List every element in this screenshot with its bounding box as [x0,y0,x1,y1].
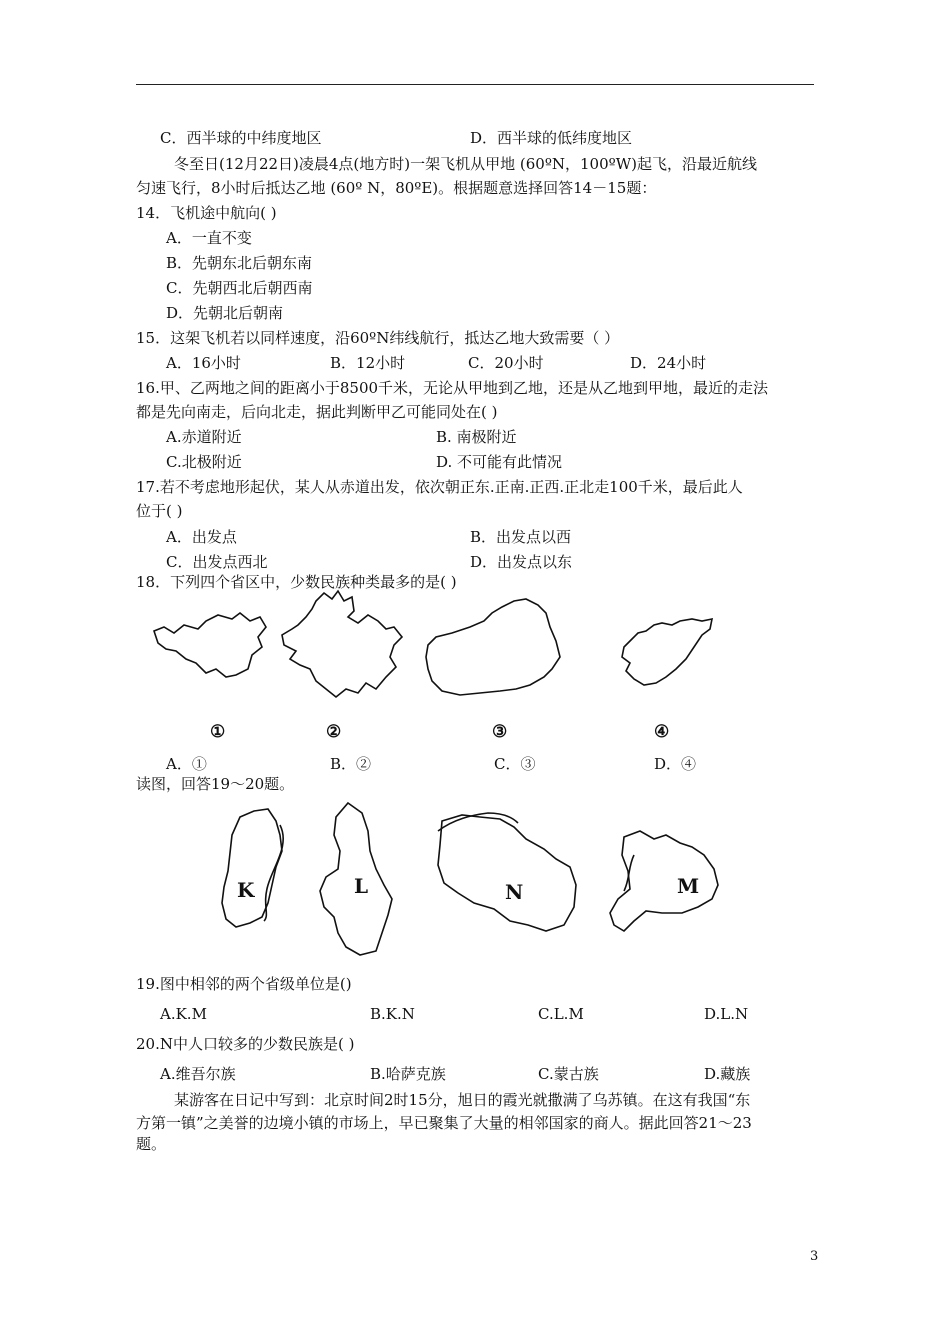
q17-stem-line2: 位于( ) [136,502,183,520]
q16-option-a: A.赤道附近 [166,428,242,446]
q15-option-d: D．24小时 [630,354,707,372]
q20-option-c: C.蒙古族 [538,1065,599,1083]
intro-14-15-line1: 冬至日(12月22日)凌晨4点(地方时)一架飞机从甲地 (60ºN，100ºW)起飞，沿最近航线 [174,155,757,173]
q16-stem-line1: 16.甲、乙两地之间的距离小于8500千米，无论从甲地到乙地，还是从乙地到甲地，最近的走法 [136,379,769,397]
q16-option-b: B. 南极附近 [436,428,517,446]
q17-option-c: C．出发点西北 [166,553,268,571]
province-outline-4 [622,619,712,685]
provinces-klnm-figure [210,795,740,960]
q13-option-c: C．西半球的中纬度地区 [160,129,322,147]
q19-option-b: B.K.N [370,1005,415,1023]
q16-option-c: C.北极附近 [166,453,242,471]
q13-option-d: D．西半球的低纬度地区 [470,129,633,147]
map-label-l: L [354,874,369,898]
q19-stem: 19.图中相邻的两个省级单位是() [136,975,352,993]
q20-option-b: B.哈萨克族 [370,1065,446,1083]
intro-21-23-line1: 某游客在日记中写到：北京时间2时15分，旭日的霞光就撒满了乌苏镇。在这有我国“东 [174,1091,751,1109]
q16-stem-line2: 都是先向南走，后向北走，据此判断甲乙可能同处在( ) [136,403,498,421]
figure-label-1: ① [210,722,226,742]
province-outline-1 [154,613,266,677]
province-outlines-figure [140,585,740,705]
q17-option-d: D．出发点以东 [470,553,573,571]
q14-option-a: A．一直不变 [166,229,252,247]
q14-option-d: D．先朝北后朝南 [166,304,284,322]
q14-stem: 14．飞机途中航向( ) [136,204,277,222]
figure-label-4: ④ [654,722,670,742]
province-outline-3 [426,599,560,695]
q17-stem-line1: 17.若不考虑地形起伏，某人从赤道出发，依次朝正东.正南.正西.正北走100千米，最后此人 [136,478,743,496]
province-outline-2 [282,591,402,697]
q17-option-a: A．出发点 [166,528,237,546]
header-rule [136,84,814,85]
q18-option-a: A．① [166,755,207,773]
q16-option-d: D. 不可能有此情况 [436,453,563,471]
q19-option-a: A.K.M [160,1005,207,1023]
q18-option-d: D．④ [654,755,697,773]
q14-option-c: C．先朝西北后朝西南 [166,279,313,297]
intro-21-23-line3: 题。 [136,1135,167,1153]
q15-option-a: A．16小时 [166,354,241,372]
q15-stem: 15．这架飞机若以同样速度，沿60ºN纬线航行，抵达乙地大致需要（ ） [136,329,620,347]
q18-option-c: C．③ [494,755,536,773]
q15-option-b: B．12小时 [330,354,406,372]
province-n-outline [438,815,576,931]
q19-option-d: D.L.N [704,1005,749,1023]
page-number: 3 [810,1249,819,1264]
q18-stem: 18．下列四个省区中，少数民族种类最多的是( ) [136,573,457,591]
figure-label-2: ② [326,722,342,742]
figure-label-3: ③ [492,722,508,742]
province-m-outline [610,831,718,931]
q20-option-d: D.藏族 [704,1065,751,1083]
read-figure-instruction: 读图，回答19～20题。 [136,775,295,793]
intro-21-23-line2: 方第一镇”之美誉的边境小镇的市场上，早已聚集了大量的相邻国家的商人。据此回答21～23 [136,1114,752,1132]
q20-stem: 20.N中人口较多的少数民族是( ) [136,1035,355,1053]
q18-option-b: B．② [330,755,372,773]
intro-14-15-line2: 匀速飞行，8小时后抵达乙地 (60º N，80ºE)。根据题意选择回答14－15题： [136,179,657,197]
q20-option-a: A.维吾尔族 [160,1065,236,1083]
q19-option-c: C.L.M [538,1005,584,1023]
map-label-k: K [237,878,255,902]
q17-option-b: B．出发点以西 [470,528,572,546]
map-label-n: N [505,880,524,904]
q15-option-c: C．20小时 [468,354,544,372]
map-label-m: M [677,874,700,898]
province-k-outline [222,809,282,927]
q14-option-b: B．先朝东北后朝东南 [166,254,313,272]
